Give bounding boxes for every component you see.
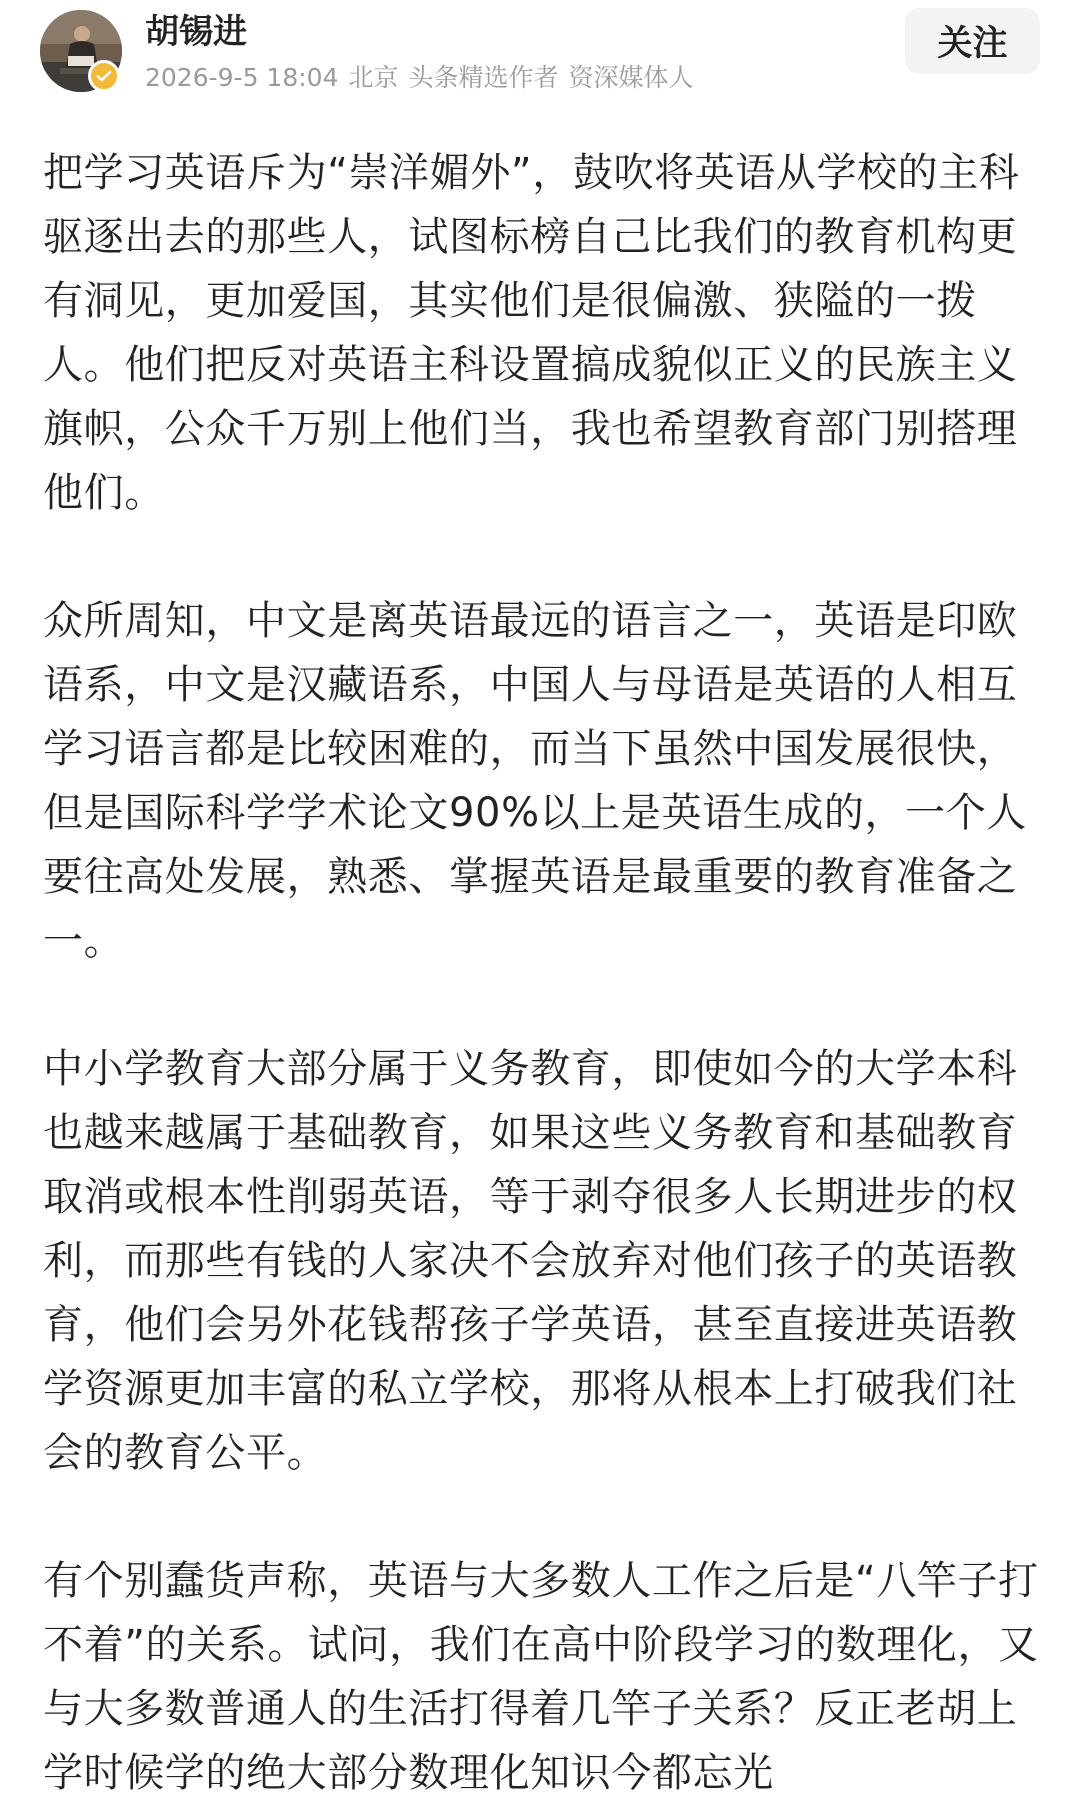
verified-badge-icon	[88, 60, 120, 92]
article-paragraph: 中小学教育大部分属于义务教育，即使如今的大学本科也越来越属于基础教育，如果这些义务教育和基础教育取消或根本性削弱英语，等于剥夺很多人长期进步的权利，而那些有钱的人家决不会放弃对他们孩子的英语教育，他们会另外花钱帮孩子学英语，甚至直接进英语教学资源更加丰富的私立学校，那将从根本上打破我们社会的教育公平。	[43, 1046, 1018, 1476]
article-paragraph: 众所周知，中文是离英语最远的语言之一，英语是印欧语系，中文是汉藏语系，中国人与母语是英语的人相互学习语言都是比较困难的，而当下虽然中国发展很快，但是国际科学学术论文90%以上是英语生成的，一个人要往高处发展，熟悉、掌握英语是最重要的教育准备之一。	[43, 598, 1027, 964]
author-name[interactable]: 胡锡进	[145, 12, 247, 52]
author-tag-featured: 头条精选作者	[408, 63, 559, 92]
post-datetime: 2026-9-5 18:04	[145, 63, 339, 92]
post-location: 北京	[348, 63, 399, 92]
follow-button[interactable]: 关注	[905, 8, 1040, 74]
article-header	[0, 0, 1080, 110]
post-meta	[145, 60, 704, 96]
article-paragraph: 把学习英语斥为“崇洋媚外”，鼓吹将英语从学校的主科驱逐出去的那些人，试图标榜自己比我们的教育机构更有洞见，更加爱国，其实他们是很偏激、狭隘的一拨人。他们把反对英语主科设置搞成貌似正义的民族主义旗帜，公众千万别上他们当，我也希望教育部门别搭理他们。	[43, 150, 1020, 516]
article-paragraph: 有个别蠢货声称，英语与大多数人工作之后是“八竿子打不着”的关系。试问，我们在高中阶段学习的数理化，又与大多数普通人的生活打得着几竿子关系？反正老胡上学时候学的绝大部分数理化知识今都忘光	[43, 1558, 1039, 1796]
author-tag-senior-media: 资深媒体人	[568, 63, 694, 92]
article-body	[43, 141, 1053, 1805]
